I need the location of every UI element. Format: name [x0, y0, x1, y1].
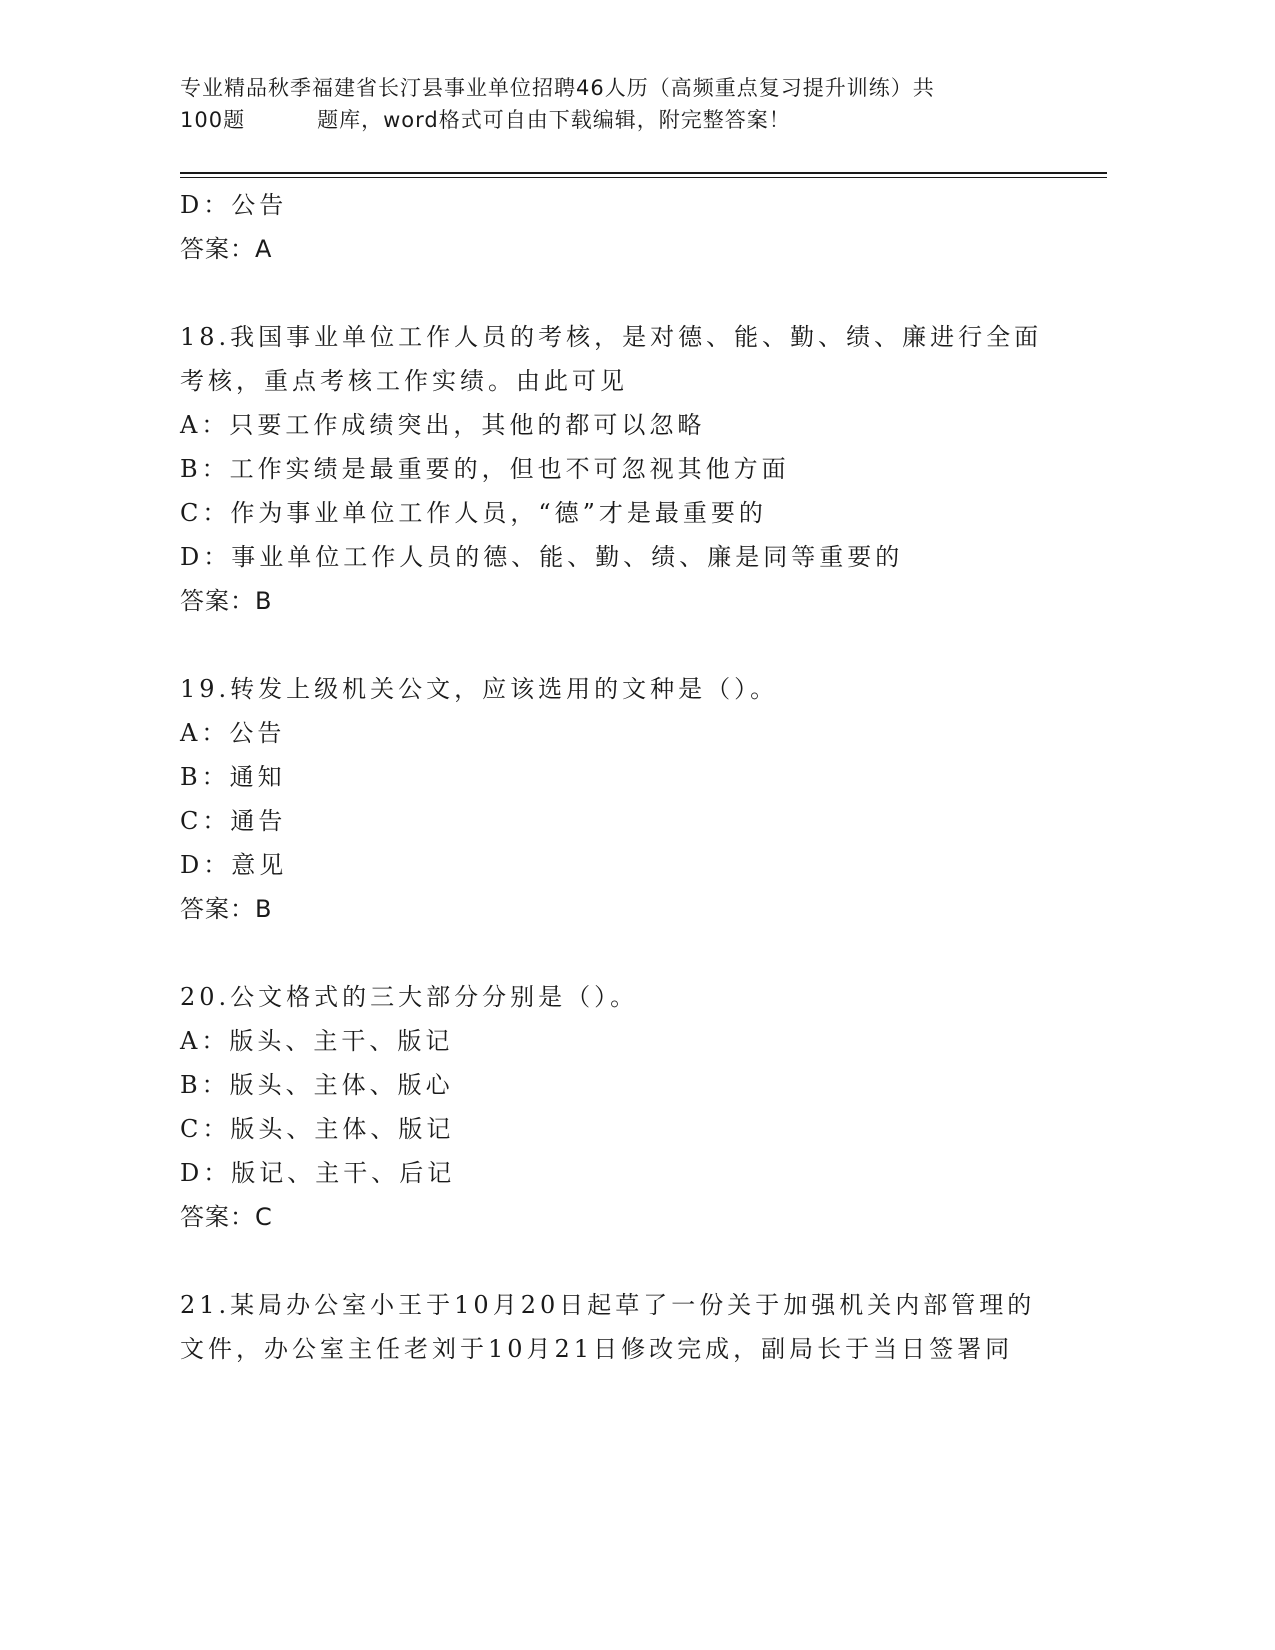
question-stem: 21.某局办公室小王于10月20日起草了一份关于加强机关内部管理的: [180, 1291, 1036, 1319]
answer-line: 答案：B: [180, 587, 273, 615]
document-header: [180, 72, 1110, 136]
header-title-line-2: [180, 104, 1110, 136]
question-20: [180, 975, 1110, 1239]
header-divider-thin: [180, 177, 1107, 178]
option-d: D：意见: [180, 851, 288, 879]
question-spacer: [180, 271, 1110, 315]
header-question-count: 100题: [180, 108, 246, 132]
option-c: C：版头、主体、版记: [180, 1115, 455, 1143]
question-spacer: [180, 931, 1110, 975]
option-a: A：公告: [180, 719, 286, 747]
header-title-line-1: 专业精品秋季福建省长汀县事业单位招聘46人历（高频重点复习提升训练）共: [180, 76, 935, 100]
question-18: [180, 315, 1110, 623]
question-21: [180, 1283, 1110, 1371]
question-stem: 19.转发上级机关公文，应该选用的文种是（）。: [180, 675, 779, 703]
answer-line: 答案：A: [180, 235, 273, 263]
option-a: A：只要工作成绩突出，其他的都可以忽略: [180, 411, 706, 439]
option-b: B：通知: [180, 763, 286, 791]
option-d: D：事业单位工作人员的德、能、勤、绩、廉是同等重要的: [180, 543, 904, 571]
question-stem: 文件，办公室主任老刘于10月21日修改完成，副局长于当日签署同: [180, 1335, 1014, 1363]
question-stem: 考核，重点考核工作实绩。由此可见: [180, 367, 628, 395]
option-b: B：版头、主体、版心: [180, 1071, 454, 1099]
option-d: D：版记、主干、后记: [180, 1159, 456, 1187]
option-c: C：通告: [180, 807, 287, 835]
option-a: A：版头、主干、版记: [180, 1027, 454, 1055]
header-subtitle: 题库，word格式可自由下载编辑，附完整答案！: [317, 108, 791, 132]
question-spacer: [180, 1239, 1110, 1283]
question-stem: 20.公文格式的三大部分分别是（）。: [180, 983, 639, 1011]
answer-line: 答案：B: [180, 895, 273, 923]
header-divider-thick: [180, 172, 1107, 174]
question-stem: 18.我国事业单位工作人员的考核，是对德、能、勤、绩、廉进行全面: [180, 323, 1043, 351]
question-19: [180, 667, 1110, 931]
option-c: C：作为事业单位工作人员，“德”才是最重要的: [180, 499, 767, 527]
option-d: D：公告: [180, 191, 288, 219]
answer-line: 答案：C: [180, 1203, 273, 1231]
option-b: B：工作实绩是最重要的，但也不可忽视其他方面: [180, 455, 790, 483]
question-spacer: [180, 623, 1110, 667]
question-list: [180, 183, 1110, 1371]
